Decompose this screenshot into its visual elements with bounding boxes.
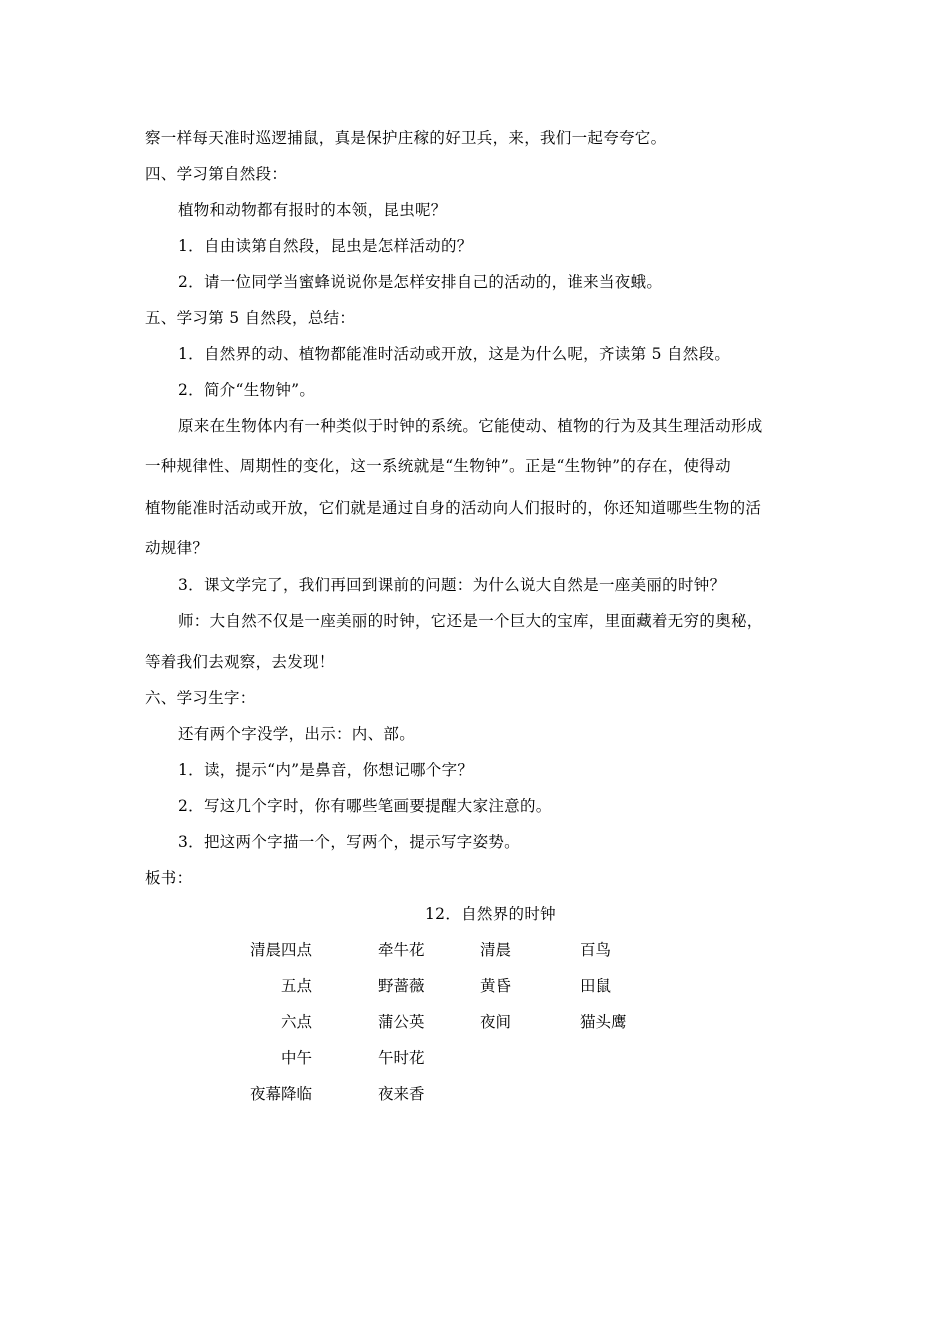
board-time: 六点 <box>280 1013 312 1031</box>
board-time: 清晨四点 <box>249 941 312 959</box>
board-plant: 夜来香 <box>378 1085 425 1103</box>
list-item: 1．自然界的动、植物都能准时活动或开放，这是为什么呢，齐读第 5 自然段。 <box>178 345 731 363</box>
board-plant: 牵牛花 <box>378 941 425 959</box>
text-line: 察一样每天准时巡逻捕鼠，真是保护庄稼的好卫兵，来，我们一起夸夸它。 <box>145 129 667 147</box>
board-animal: 百鸟 <box>580 941 612 959</box>
list-item: 2．请一位同学当蜜蜂说说你是怎样安排自己的活动的，谁来当夜蛾。 <box>178 273 663 291</box>
paragraph-line: 等着我们去观察，去发现！ <box>145 653 335 671</box>
paragraph-line: 原来在生物体内有一种类似于时钟的系统。它能使动、植物的行为及其生理活动形成 <box>178 417 763 435</box>
board-time: 五点 <box>280 977 312 995</box>
board-title: 12．自然界的时钟 <box>425 905 556 923</box>
text-line: 植物和动物都有报时的本领，昆虫呢？ <box>178 201 447 219</box>
paragraph-line: 师：大自然不仅是一座美丽的时钟，它还是一个巨大的宝库，里面藏着无穷的奥秘， <box>178 612 763 630</box>
board-animal: 田鼠 <box>580 977 612 995</box>
board-plant: 午时花 <box>378 1049 425 1067</box>
board-plant: 野蔷薇 <box>378 977 425 995</box>
paragraph-line: 植物能准时活动或开放，它们就是通过自身的活动向人们报时的，你还知道哪些生物的活 <box>145 499 762 517</box>
section-heading: 六、学习生字： <box>145 689 256 707</box>
board-label: 板书： <box>145 869 193 887</box>
list-item: 3．把这两个字描一个，写两个，提示写字姿势。 <box>178 833 520 851</box>
board-time: 中午 <box>280 1049 312 1067</box>
board-period: 夜间 <box>480 1013 512 1031</box>
list-item: 3．课文学完了，我们再回到课前的问题：为什么说大自然是一座美丽的时钟？ <box>178 576 726 594</box>
board-animal: 猫头鹰 <box>580 1013 627 1031</box>
list-item: 1．读，提示“内”是鼻音，你想记哪个字？ <box>178 761 474 779</box>
section-heading: 四、学习第自然段： <box>145 165 288 183</box>
paragraph-line: 一种规律性、周期性的变化，这一系统就是“生物钟”。正是“生物钟”的存在，使得动 <box>145 457 731 475</box>
board-period: 黄昏 <box>480 977 512 995</box>
board-plant: 蒲公英 <box>378 1013 425 1031</box>
section-heading: 五、学习第 5 自然段，总结： <box>145 309 356 327</box>
list-item: 2．写这几个字时，你有哪些笔画要提醒大家注意的。 <box>178 797 552 815</box>
paragraph-line: 动规律？ <box>145 539 209 557</box>
board-period: 清晨 <box>480 941 512 959</box>
text-line: 还有两个字没学，出示：内、部。 <box>178 725 416 743</box>
board-time: 夜幕降临 <box>249 1085 312 1103</box>
list-item: 1．自由读第自然段，昆虫是怎样活动的？ <box>178 237 473 255</box>
list-item: 2．简介“生物钟”。 <box>178 381 316 399</box>
